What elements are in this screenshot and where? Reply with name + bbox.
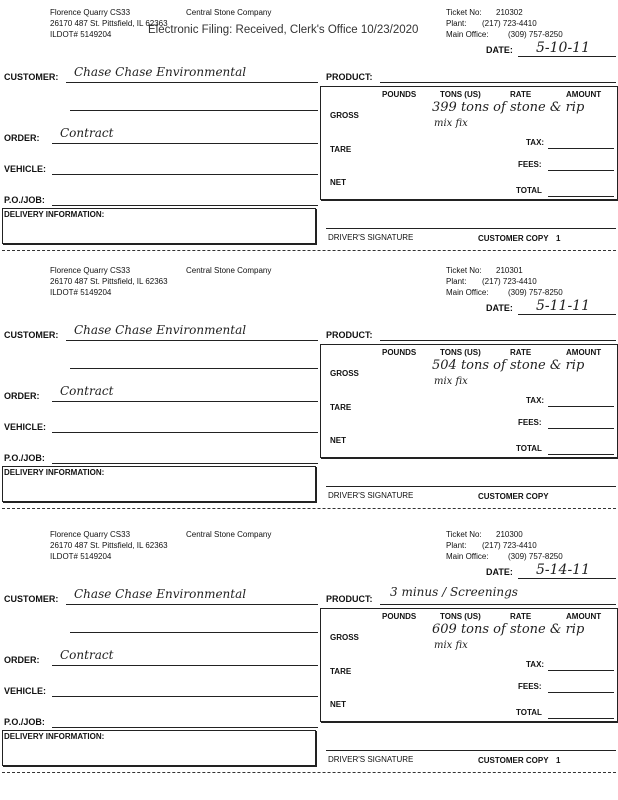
order-value: Contract	[60, 648, 114, 662]
office-phone: (309) 757-8250	[508, 30, 563, 39]
customer-value: Chase Chase Environmental	[74, 587, 247, 601]
ticket-number: 210300	[496, 530, 523, 539]
customer-copy-label: CUSTOMER COPY	[478, 756, 549, 765]
order-line	[52, 143, 318, 144]
product-line	[380, 604, 616, 605]
signature-line	[326, 486, 616, 487]
delivery-label: DELIVERY INFORMATION:	[4, 468, 105, 477]
total-line	[548, 196, 614, 197]
date-label: DATE:	[486, 45, 513, 55]
customer-copy-label: CUSTOMER COPY	[478, 234, 549, 243]
product-label: PRODUCT:	[326, 330, 373, 340]
ticket-label: Ticket No:	[446, 530, 482, 539]
tare-label: TARE	[330, 667, 352, 676]
job-label: P.O./JOB:	[4, 717, 45, 727]
order-label: ORDER:	[4, 133, 40, 143]
tons-handwritten: 399 tons of stone & rip	[432, 100, 585, 115]
copy-number: 1	[556, 756, 561, 765]
company-name: Central Stone Company	[186, 266, 272, 275]
driver-signature-label: DRIVER'S SIGNATURE	[328, 233, 414, 242]
plant-label: Plant:	[446, 541, 467, 550]
tons-header: TONS (US)	[440, 348, 481, 357]
quarry-name: Florence Quarry CS33	[50, 8, 131, 17]
product-value: 3 minus / Screenings	[390, 585, 518, 599]
driver-signature-label: DRIVER'S SIGNATURE	[328, 491, 414, 500]
rate-header: RATE	[510, 90, 532, 99]
customer-line	[66, 82, 318, 83]
ildot-number: ILDOT# 5149204	[50, 288, 112, 297]
total-label: TOTAL	[516, 708, 542, 717]
order-value: Contract	[60, 126, 114, 140]
vehicle-line	[52, 432, 318, 433]
office-label: Main Office:	[446, 30, 489, 39]
plant-phone: (217) 723-4410	[482, 19, 537, 28]
job-line	[52, 727, 318, 728]
vehicle-label: VEHICLE:	[4, 686, 47, 696]
product-line	[380, 82, 616, 83]
order-label: ORDER:	[4, 391, 40, 401]
fees-line	[548, 170, 614, 171]
gross-label: GROSS	[330, 633, 359, 642]
rate-header: RATE	[510, 348, 532, 357]
customer-label: CUSTOMER:	[4, 594, 59, 604]
quarry-name: Florence Quarry CS33	[50, 530, 131, 539]
ticket-label: Ticket No:	[446, 8, 482, 17]
pounds-header: POUNDS	[382, 90, 417, 99]
material-handwritten: mix fix	[434, 376, 468, 387]
product-line	[380, 340, 616, 341]
vehicle-label: VEHICLE:	[4, 164, 47, 174]
customer-line-2	[70, 110, 318, 111]
quarry-address: 26170 487 St. Pittsfield, IL 62363	[50, 541, 168, 550]
amount-header: AMOUNT	[566, 90, 602, 99]
date-line	[518, 314, 616, 315]
tax-line	[548, 148, 614, 149]
office-phone: (309) 757-8250	[508, 552, 563, 561]
plant-phone: (217) 723-4410	[482, 277, 537, 286]
gross-label: GROSS	[330, 111, 359, 120]
amount-header: AMOUNT	[566, 348, 602, 357]
job-label: P.O./JOB:	[4, 453, 45, 463]
quarry-name: Florence Quarry CS33	[50, 266, 131, 275]
tax-line	[548, 670, 614, 671]
date-label: DATE:	[486, 303, 513, 313]
rate-header: RATE	[510, 612, 532, 621]
fees-line	[548, 428, 614, 429]
fees-label: FEES:	[518, 418, 542, 427]
plant-label: Plant:	[446, 277, 467, 286]
copy-number: 1	[556, 234, 561, 243]
tons-header: TONS (US)	[440, 90, 481, 99]
tear-line	[2, 508, 616, 509]
date-value: 5-14-11	[536, 562, 590, 578]
ticket-number: 210301	[496, 266, 523, 275]
ildot-number: ILDOT# 5149204	[50, 552, 112, 561]
tons-handwritten: 609 tons of stone & rip	[432, 622, 585, 637]
date-label: DATE:	[486, 567, 513, 577]
date-value: 5-11-11	[536, 298, 590, 314]
date-line	[518, 56, 616, 57]
tare-label: TARE	[330, 403, 352, 412]
gross-label: GROSS	[330, 369, 359, 378]
vehicle-label: VEHICLE:	[4, 422, 47, 432]
customer-line	[66, 340, 318, 341]
customer-line-2	[70, 368, 318, 369]
customer-copy-label: CUSTOMER COPY	[478, 492, 549, 501]
tax-label: TAX:	[526, 660, 545, 669]
quarry-address: 26170 487 St. Pittsfield, IL 62363	[50, 277, 168, 286]
customer-label: CUSTOMER:	[4, 330, 59, 340]
customer-line	[66, 604, 318, 605]
fees-line	[548, 692, 614, 693]
fees-label: FEES:	[518, 160, 542, 169]
tear-line	[2, 772, 616, 773]
plant-phone: (217) 723-4410	[482, 541, 537, 550]
net-label: NET	[330, 178, 346, 187]
company-name: Central Stone Company	[186, 8, 272, 17]
tear-line	[2, 250, 616, 251]
amount-header: AMOUNT	[566, 612, 602, 621]
total-line	[548, 718, 614, 719]
customer-line-2	[70, 632, 318, 633]
order-line	[52, 401, 318, 402]
order-line	[52, 665, 318, 666]
job-label: P.O./JOB:	[4, 195, 45, 205]
customer-value: Chase Chase Environmental	[74, 65, 247, 79]
ticket-label: Ticket No:	[446, 266, 482, 275]
delivery-label: DELIVERY INFORMATION:	[4, 732, 105, 741]
date-line	[518, 578, 616, 579]
tax-label: TAX:	[526, 138, 545, 147]
total-label: TOTAL	[516, 444, 542, 453]
job-line	[52, 205, 318, 206]
filing-stamp: Electronic Filing: Received, Clerk's Office 10/23/2020	[148, 24, 419, 36]
office-phone: (309) 757-8250	[508, 288, 563, 297]
ticket-number: 210302	[496, 8, 523, 17]
net-label: NET	[330, 700, 346, 709]
pounds-header: POUNDS	[382, 612, 417, 621]
tax-line	[548, 406, 614, 407]
pounds-header: POUNDS	[382, 348, 417, 357]
product-label: PRODUCT:	[326, 72, 373, 82]
job-line	[52, 463, 318, 464]
order-label: ORDER:	[4, 655, 40, 665]
office-label: Main Office:	[446, 288, 489, 297]
tons-handwritten: 504 tons of stone & rip	[432, 358, 585, 373]
signature-line	[326, 228, 616, 229]
total-line	[548, 454, 614, 455]
material-handwritten: mix fix	[434, 118, 468, 129]
driver-signature-label: DRIVER'S SIGNATURE	[328, 755, 414, 764]
product-label: PRODUCT:	[326, 594, 373, 604]
fees-label: FEES:	[518, 682, 542, 691]
plant-label: Plant:	[446, 19, 467, 28]
vehicle-line	[52, 696, 318, 697]
net-label: NET	[330, 436, 346, 445]
tare-label: TARE	[330, 145, 352, 154]
ildot-number: ILDOT# 5149204	[50, 30, 112, 39]
material-handwritten: mix fix	[434, 640, 468, 651]
customer-label: CUSTOMER:	[4, 72, 59, 82]
tons-header: TONS (US)	[440, 612, 481, 621]
office-label: Main Office:	[446, 552, 489, 561]
delivery-label: DELIVERY INFORMATION:	[4, 210, 105, 219]
total-label: TOTAL	[516, 186, 542, 195]
customer-value: Chase Chase Environmental	[74, 323, 247, 337]
vehicle-line	[52, 174, 318, 175]
tax-label: TAX:	[526, 396, 545, 405]
signature-line	[326, 750, 616, 751]
date-value: 5-10-11	[536, 40, 590, 56]
quarry-address: 26170 487 St. Pittsfield, IL 62363	[50, 19, 168, 28]
company-name: Central Stone Company	[186, 530, 272, 539]
order-value: Contract	[60, 384, 114, 398]
